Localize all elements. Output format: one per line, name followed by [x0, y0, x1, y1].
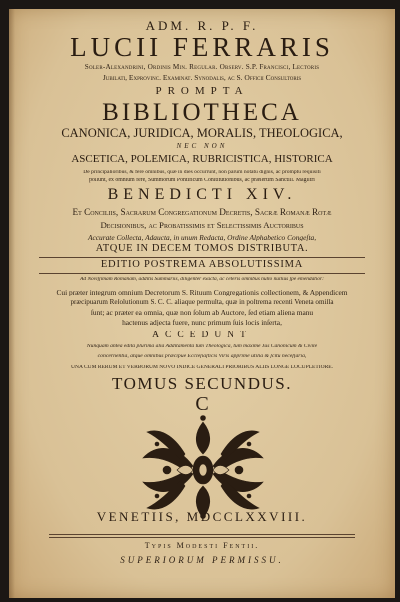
subtitle-ascetica: ASCETICA, POLEMICA, RUBRICISTICA, HISTORICA: [71, 154, 333, 165]
author-credentials-line-1: Soler-Alexandrini, Ordinis Min. Regular. Observ. S.P. Francisci, Lectoris: [84, 64, 320, 71]
accedunt: ACCEDUNT: [152, 331, 252, 340]
sources-line-1: Et Conciliis, Sacrarum Congregationum Decretis, Sacræ Romanæ Rotæ: [72, 208, 332, 217]
author-name: LUCII FERRARIS: [70, 34, 334, 61]
additions-line-2: concernentia, atque omnibus præcipue Eccleſiaſticis Viris apprimè utilia & ſcitu neceſſaria,: [97, 354, 307, 359]
edition-line: EDITIO POSTREMA ABSOLUTISSIMA: [100, 260, 304, 270]
imprint-rule: [49, 534, 355, 538]
title-prompta: PROMPTA: [155, 86, 249, 97]
benedicti-xiv: BENEDICTI XIV.: [107, 187, 297, 203]
description-line-1: De principalioribus, & fere omnibus, quæ in dies occurrunt, non parum notatu dignis, ac promptu requisiti: [83, 170, 321, 175]
additions-line-1: Nunquam antea edita plurima alia Additamenta tum Theologica, tum maxime Jus Canonicum & Civile: [86, 344, 318, 349]
author-credentials-line-2: Jubilati, Exprovinc. Examinat. Synodalis, ac S. Officii Consultoris: [102, 74, 302, 82]
volume-title: TOMUS SECUNDUS.: [112, 375, 292, 392]
title-bibliotheca: BIBLIOTHECA: [102, 100, 302, 125]
index-note: UNA CUM RERUM ET VERBORUM NOVO INDICE GENERALI PRIORIBUS ALIIS LONGE LOCUPLETIORE.: [71, 365, 333, 370]
distribution-line: ATQUE IN DECEM TOMOS DISTRIBUTA.: [95, 244, 309, 254]
contents-line-4: hactenus adjecta fuere, nunc primum ſuis locis inſerta,: [122, 319, 282, 327]
subtitle-canonica: CANONICA, JURIDICA, MORALIS, THEOLOGICA,: [61, 127, 343, 140]
rule-lower: [39, 273, 365, 274]
title-page: [9, 9, 395, 598]
sources-line-2: Decisionibus, ac Probatissimis et Selectissimis Auctoribus: [100, 221, 304, 230]
volume-letter: C: [195, 394, 209, 414]
contents-line-2: præcipuarum Reſolutionum S. C. C. aliaque permulta, quæ in poſtrema recenti Veneta omiſſa: [70, 299, 334, 306]
compilation-note: Accurate Collecta, Adaucta, in unum Redacta, Ordine Alphabetico Congeſta,: [87, 234, 317, 242]
page-gutter-shadow: [9, 9, 15, 598]
imprint-place-date: VENETIIS, MDCCLXXVIII.: [96, 510, 308, 523]
description-line-2: poſſunt, ex omnium ferè, Summorum Pontificum Conſtitutionibus, ac præſertim Sanctiſſ. Magiſtri: [89, 178, 315, 183]
author-prefix: ADM. R. P. F.: [145, 19, 259, 32]
contents-line-3: ſunt; ac præter ea omnia, quæ non ſolum ab Auctore, ſed etiam aliena manu: [90, 309, 314, 317]
printer: Typis Modesti Fentii.: [144, 542, 260, 550]
rule-upper: [39, 257, 365, 258]
permission: SUPERIORUM PERMISSU.: [120, 556, 284, 565]
fleuron-ornament-icon: [137, 414, 269, 520]
contents-line-1: Cui præter integrum omnium Decretorum S. Rituum Congregationis collectionem, & Appendicem: [56, 289, 348, 297]
edition-note: Ad Noviſſimam Romanam, additis Summariis, diligenter exacta, ac ceteris omnibus nullo nullius ſpe emendatior:: [80, 277, 324, 282]
nec-non: NEC NON: [176, 143, 228, 150]
